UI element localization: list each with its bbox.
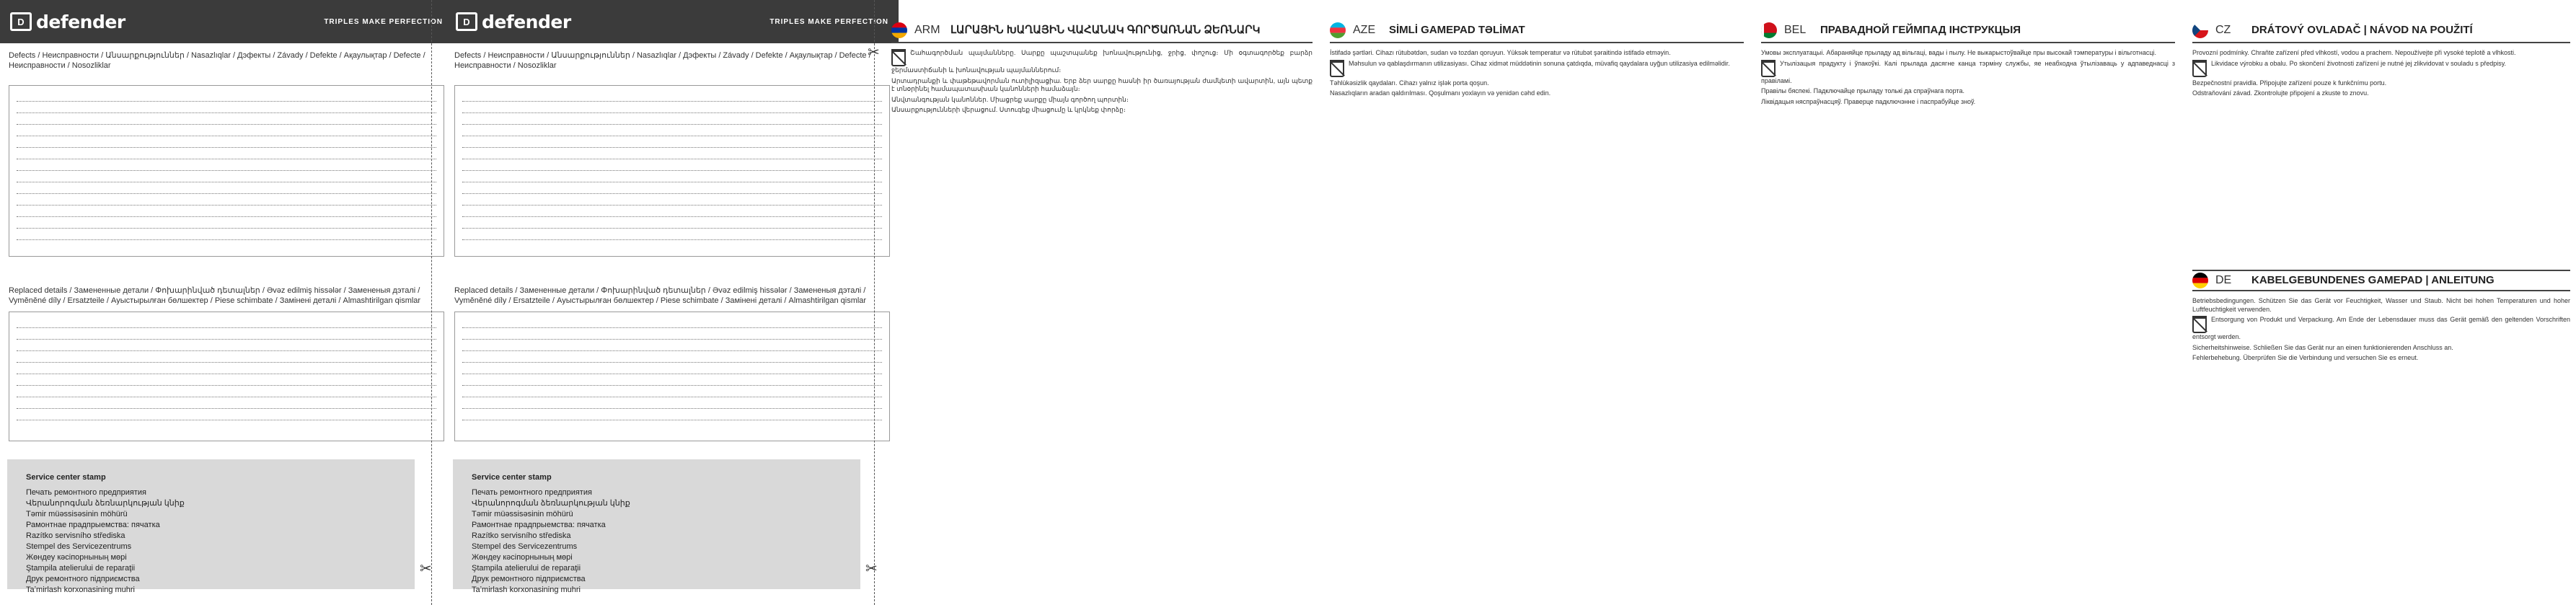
- stamp-line: Ştampila atelierului de reparaţii: [26, 564, 136, 573]
- column-cz-de: [2187, 0, 2576, 605]
- recycle-bin-icon: [2192, 60, 2207, 77]
- recycle-bin-icon: [891, 49, 906, 66]
- warranty-card-2: [446, 0, 899, 605]
- stamp-line: Təmir müəssisəsinin möhürü: [26, 510, 128, 518]
- paragraph: Շահագործման պայմանները. Սարքը պաշտպանեք խոնավությունից, ջրից, փոշուց։ Մի օգտագործեք բարձր ջերմաստիճանի և խոնավության պայմաններում։: [891, 49, 1313, 74]
- stamp-line: Печать ремонтного предприятия: [26, 488, 146, 497]
- section-body-de: [2192, 297, 2570, 363]
- paragraph: Odstraňování závad. Zkontrolujte připojení a zkuste to znovu.: [2192, 89, 2369, 97]
- paragraph: Provozní podmínky. Chraňte zařízení před vlhkostí, vodou a prachem. Nepoužívejte při vysoké teplotě a vlhkosti.: [2192, 49, 2516, 56]
- language-code: DE: [2215, 274, 2232, 286]
- paragraph: Անվտանգության կանոններ. Միացրեք սարքը միայն գործող պորտին։: [891, 95, 1129, 103]
- paragraph: Անսարքությունների վերացում. Ստուգեք միացումը և կրկնեք փորձը։: [891, 106, 1126, 113]
- replaced-label: Replaced details / Замененные детали / Փոխարինված դետալներ / Əvəz edilmiş hissələr / Замененыя дэталі / Vyměněné díly / Ersatzteile / Ауыстырылған бөлшектер / Piese schimbate / Замінені деталі / Almashtirilgan qismlar: [9, 286, 421, 305]
- column-title: DRÁTOVÝ OVLADAČ | NÁVOD NA POUŽITÍ: [2251, 24, 2473, 36]
- stamp-line: Ştampila atelierului de reparaţii: [472, 564, 581, 573]
- paragraph: Bezpečnostní pravidla. Připojujte zařízení pouze k funkčnímu portu.: [2192, 79, 2387, 87]
- column-header: [891, 19, 1313, 43]
- defects-label: Defects / Неисправности / Անսարքություններ / Nasazlıqlar / Дэфекты / Závady / Defekte / Ақаулықтар / Defecte / Неисправности / Nosozliklar: [454, 51, 871, 70]
- stamp-line: Taʼmirlash korxonasining muhri: [26, 586, 136, 594]
- column-title: ПРАВАДНОЙ ГЕЙМПАД ІНСТРУКЦЫЯ: [1820, 24, 2021, 36]
- cut-line: [431, 0, 432, 605]
- paragraph: Fehlerbehebung. Überprüfen Sie die Verbindung und versuchen Sie es erneut.: [2192, 354, 2419, 361]
- stamp-line: Taʼmirlash korxonasining muhri: [472, 586, 581, 594]
- belarus-flag-icon: [1761, 22, 1777, 38]
- defects-lines[interactable]: [454, 85, 890, 257]
- column-body: [2192, 49, 2570, 265]
- scissors-icon: ✂: [865, 561, 878, 577]
- stamp-line: Жөндеу кәсіпорнының мөрі: [472, 553, 573, 562]
- replaced-lines[interactable]: [9, 312, 444, 441]
- card-header: [446, 0, 899, 43]
- paragraph: Betriebsbedingungen. Schützen Sie das Gerät vor Feuchtigkeit, Wasser und Staub. Nicht bei hohen Temperaturen und hoher Luftfeuchtigkeit verwenden.: [2192, 297, 2570, 313]
- stamp-line: Service center stamp: [472, 473, 552, 482]
- section-title: KABELGEBUNDENES GAMEPAD | ANLEITUNG: [2251, 274, 2495, 286]
- column-body: [891, 49, 1313, 115]
- replaced-label: Replaced details / Замененные детали / Փոխարինված դետալներ / Əvəz edilmiş hissələr / Замененыя дэталі / Vyměněné díly / Ersatzteile / Ауыстырылған бөлшектер / Piese schimbate / Замінені деталі / Almashtirilgan qismlar: [454, 286, 867, 305]
- paragraph: Sicherheitshinweise. Schließen Sie das Gerät nur an einen funktionierenden Anschluss an.: [2192, 343, 2453, 351]
- tagline: TRIPLES MAKE PERFECTION: [769, 17, 888, 26]
- stamp-line: Təmir müəssisəsinin möhürü: [472, 510, 573, 518]
- column-arm: [886, 0, 1318, 605]
- service-stamp-box: [7, 459, 415, 594]
- paragraph: Правілы бяспекі. Падключайце прыладу толькі да спраўнага порта.: [1761, 87, 1964, 94]
- section-header-de: [2192, 270, 2570, 291]
- column-body: [1330, 49, 1744, 98]
- warranty-card-1: [0, 0, 453, 605]
- logo-word: defender: [482, 11, 571, 32]
- paragraph: Ліквідацыя няспраўнасцяў. Праверце падключэнне і паспрабуйце зноў.: [1761, 97, 1976, 105]
- stamp-line: Service center stamp: [26, 473, 106, 482]
- language-code: CZ: [2215, 24, 2231, 36]
- column-title: SİMLİ GAMEPAD TƏLİMAT: [1389, 24, 1525, 36]
- stamp-line: Рамонтнае прадпрыемства: пячатка: [26, 521, 160, 529]
- logo-mark: D: [10, 12, 32, 31]
- stamp-line: Друк ремонтного підприємства: [26, 575, 140, 583]
- paragraph: Умовы эксплуатацыі. Абараняйце прыладу ад вільгаці, вады і пылу. Не выкарыстоўвайце пры высокай тэмпературы і вільготнасці.: [1761, 49, 2157, 56]
- card-header: [0, 0, 453, 43]
- logo-mark: D: [456, 12, 477, 31]
- recycle-bin-icon: [1330, 60, 1344, 77]
- paragraph: Məhsulun və qablaşdırmanın utilizasiyası. Cihaz xidmət müddətinin sonuna çatdıqda, müvafiq qaydalara uyğun utilizasiya edilməlidir.: [1349, 59, 1730, 67]
- defects-label: Defects / Неисправности / Անսարքություններ / Nasazlıqlar / Дэфекты / Závady / Defekte / Ақаулықтар / Defecte / Неисправности / Nosozliklar: [9, 51, 425, 70]
- paragraph: Entsorgung von Produkt und Verpackung. Am Ende der Lebensdauer muss das Gerät gemäß den geltenden Vorschriften entsorgt werden.: [2192, 316, 2570, 340]
- stamp-line: Stempel des Servicezentrums: [26, 542, 132, 551]
- stamp-line: Жөндеу кәсіпорнының мөрі: [26, 553, 127, 562]
- paragraph: Утылізацыя прадукту і ўпакоўкі. Калі прылада дасягне канца тэрміну службы, яе неабходна ўтылізаваць у адпаведнасці з правіламі.: [1761, 59, 2175, 84]
- cut-line: [874, 0, 875, 605]
- stamp-line: Stempel des Servicezentrums: [472, 542, 578, 551]
- stamp-line: Razítko servisního střediska: [26, 531, 125, 540]
- paragraph: Təhlükəsizlik qaydaları. Cihazı yalnız işlək porta qoşun.: [1330, 79, 1489, 87]
- language-code: BEL: [1784, 24, 1807, 36]
- stamp-line: Վերանորոգման ձեռնարկության կնիք: [26, 499, 185, 508]
- paragraph: Nasazlıqların aradan qaldırılması. Qoşulmanı yoxlayın və yenidən cəhd edin.: [1330, 89, 1551, 97]
- stamp-line: Razítko servisního střediska: [472, 531, 571, 540]
- scissors-icon: ✂: [868, 45, 880, 61]
- paragraph: Արտադրանքի և փաթեթավորման ուտիլիզացիա. Երբ ձեր սարքը հասնի իր ծառայության ժամկետի ավարտին, այն պետք է տնօրինել համապատասխան կանոնների համաձայն։: [891, 76, 1313, 92]
- stamp-line: Рамонтнае прадпрыемства: пячатка: [472, 521, 606, 529]
- column-body: [1761, 49, 2175, 106]
- recycle-bin-icon: [1761, 60, 1776, 77]
- stamp-line: Друк ремонтного підприємства: [472, 575, 586, 583]
- column-bel: [1755, 0, 2181, 605]
- replaced-lines[interactable]: [454, 312, 890, 441]
- column-title: ԼԱՐԱՅԻՆ ԽԱՂԱՅԻՆ ՎԱՀԱՆԱԿ ԳՈՐԾԱՌՆԱՆ ՁԵՌՆԱՐԿ: [950, 24, 1261, 36]
- stamp-line: Печать ремонтного предприятия: [472, 488, 592, 497]
- paragraph: Likvidace výrobku a obalu. Po skončení životnosti zařízení je nutné jej zlikvidovat v souladu s předpisy.: [2211, 59, 2507, 67]
- czech-flag-icon: [2192, 22, 2208, 38]
- service-stamp-box: [453, 459, 860, 594]
- azerbaijan-flag-icon: [1330, 22, 1346, 38]
- armenia-flag-icon: [891, 22, 907, 38]
- stamp-line: Վերանորոգման ձեռնարկության կնիք: [472, 499, 630, 508]
- defender-logo: [10, 12, 125, 32]
- language-code: AZE: [1353, 24, 1376, 36]
- column-aze: [1324, 0, 1750, 605]
- column-header: [1761, 19, 2175, 43]
- language-code: ARM: [914, 24, 940, 36]
- recycle-bin-icon: [2192, 316, 2207, 333]
- logo-word: defender: [36, 11, 125, 32]
- paragraph: İstifadə şərtləri. Cihazı rütubətdən, sudan və tozdan qoruyun. Yüksək temperatur və rütubət şəraitində istifadə etməyin.: [1330, 49, 1671, 56]
- tagline: TRIPLES MAKE PERFECTION: [324, 17, 443, 26]
- column-header: [2192, 19, 2570, 43]
- column-header: [1330, 19, 1744, 43]
- defender-logo: [456, 12, 571, 32]
- defects-lines[interactable]: [9, 85, 444, 257]
- scissors-icon: ✂: [420, 561, 432, 577]
- germany-flag-icon: [2192, 273, 2208, 288]
